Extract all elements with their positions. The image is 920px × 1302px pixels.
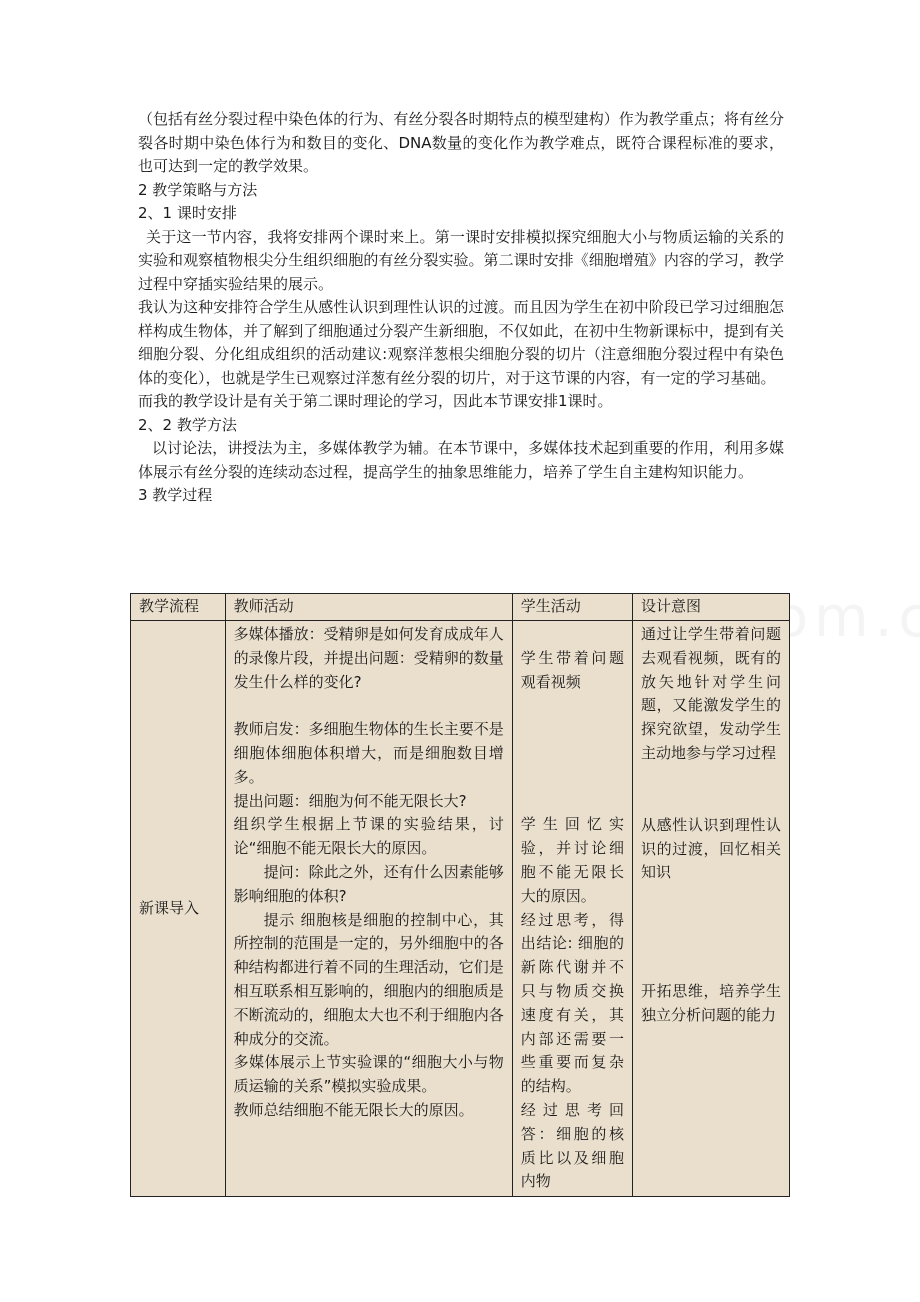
header-cell-process: 教学流程: [131, 594, 226, 621]
student-activity-cell: [512, 621, 632, 1197]
intent-transition: 从感性认识到理性认识的过渡，回忆相关知识: [641, 815, 781, 882]
table-header-row: [131, 594, 790, 621]
teacher-step-show-results: 多媒体展示上节实验课的“细胞大小与物质运输的关系”模拟实验成果。: [233, 1053, 504, 1096]
student-step-recall: 学生回忆实验，并讨论细胞不能无限长大的原因。: [520, 815, 625, 905]
teacher-step-discuss: 组织学生根据上节课的实验结果，讨论“细胞不能无限长大的原因。: [233, 815, 504, 858]
teacher-step-question: 提出问题：细胞为何不能无限长大?: [233, 791, 467, 810]
paragraph-lesson-arrangement: 关于这一节内容，我将安排两个课时来上。第一课时安排模拟探究细胞大小与物质运输的关系的实验和观察植物根尖分生组织细胞的有丝分裂实验。第二课时安排《细胞增殖》内容的学习，教学过程中穿插实验结果的展示。: [138, 227, 784, 293]
teacher-step-ask: 提问：除此之外，还有什么因素能够影响细胞的体积?: [233, 862, 504, 905]
header-cell-teacher: 教师活动: [225, 594, 512, 621]
teaching-process-table: [130, 593, 790, 1197]
section-2-heading: 2 教学策略与方法: [138, 180, 258, 199]
stage-cell: 新课导入: [131, 621, 226, 1197]
teacher-step-inspire: 教师启发：多细胞生物体的生长主要不是细胞体细胞体积增大，而是细胞数目增多。: [233, 720, 504, 786]
section-3-heading: 3 教学过程: [138, 486, 213, 504]
subsection-2-1-heading: 2、1 课时安排: [138, 204, 237, 222]
intent-thinking: 开拓思维，培养学生独立分析问题的能力: [641, 982, 781, 1024]
design-intent-cell: [633, 621, 790, 1197]
intro-paragraph: （包括有丝分裂过程中染色体的行为、有丝分裂各时期特点的模型建构）作为教学重点；将有丝分裂各时期中染色体行为和数目的变化、DNA数量的变化作为教学难点，既符合课程标准的要求，也可达到一定的教学效果。: [138, 110, 784, 175]
teacher-activity-cell: [225, 621, 512, 1197]
header-cell-intent: 设计意图: [633, 594, 790, 621]
teacher-step-hint: 提示 细胞核是细胞的控制中心，其所控制的范围是一定的，另外细胞中的各种结构都进行着不同的生理活动，它们是相互联系相互影响的，细胞内的细胞质是不断流动的，细胞太大也不利于细胞内各种成分的交流。: [233, 910, 504, 1048]
teacher-step-video: 多媒体播放：受精卵是如何发育成成年人的录像片段，并提出问题：受精卵的数量发生什么样的变化?: [233, 625, 504, 691]
paragraph-rationale: 我认为这种安排符合学生从感性认识到理性认识的过渡。而且因为学生在初中阶段已学习过细胞怎样构成生物体，并了解到了细胞通过分裂产生新细胞，不仅如此，在初中生物新课标中，提到有关细胞分裂、分化组成组织的活动建议:观察洋葱根尖细胞分裂的切片（注意细胞分裂过程中有染色体的变化），也就是学生已观察过洋葱有丝分裂的切片，对于这节课的内容，有一定的学习基础。: [138, 298, 784, 387]
student-step-conclude: 经过思考，得出结论: 细胞的新陈代谢并不只与物质交换速度有关，其内部还需要一些重要而复杂的结构。: [520, 910, 625, 1096]
header-cell-student: 学生活动: [512, 594, 632, 621]
teacher-step-summary: 教师总结细胞不能无限长大的原因。: [233, 1100, 474, 1119]
student-step-watch: 学生带着问题观看视频: [520, 648, 625, 691]
table-row: [131, 621, 790, 1197]
paragraph-one-lesson: 而我的教学设计是有关于第二课时理论的学习，因此本节课安排1课时。: [138, 392, 613, 410]
paragraph-teaching-method: 以讨论法，讲授法为主，多媒体教学为辅。在本节课中，多媒体技术起到重要的作用，利用多媒体展示有丝分裂的连续动态过程，提高学生的抽象思维能力，培养了学生自主建构知识能力。: [138, 439, 784, 481]
subsection-2-2-heading: 2、2 教学方法: [138, 415, 237, 434]
student-step-answer: 经过思考回答：细胞的核质比以及细胞内物: [520, 1100, 625, 1191]
intent-motivation: 通过让学生带着问题去观看视频，既有的放矢地针对学生问题，又能激发学生的探究欲望，发动学生主动地参与学习过程: [641, 625, 781, 762]
document-body: [138, 108, 784, 508]
